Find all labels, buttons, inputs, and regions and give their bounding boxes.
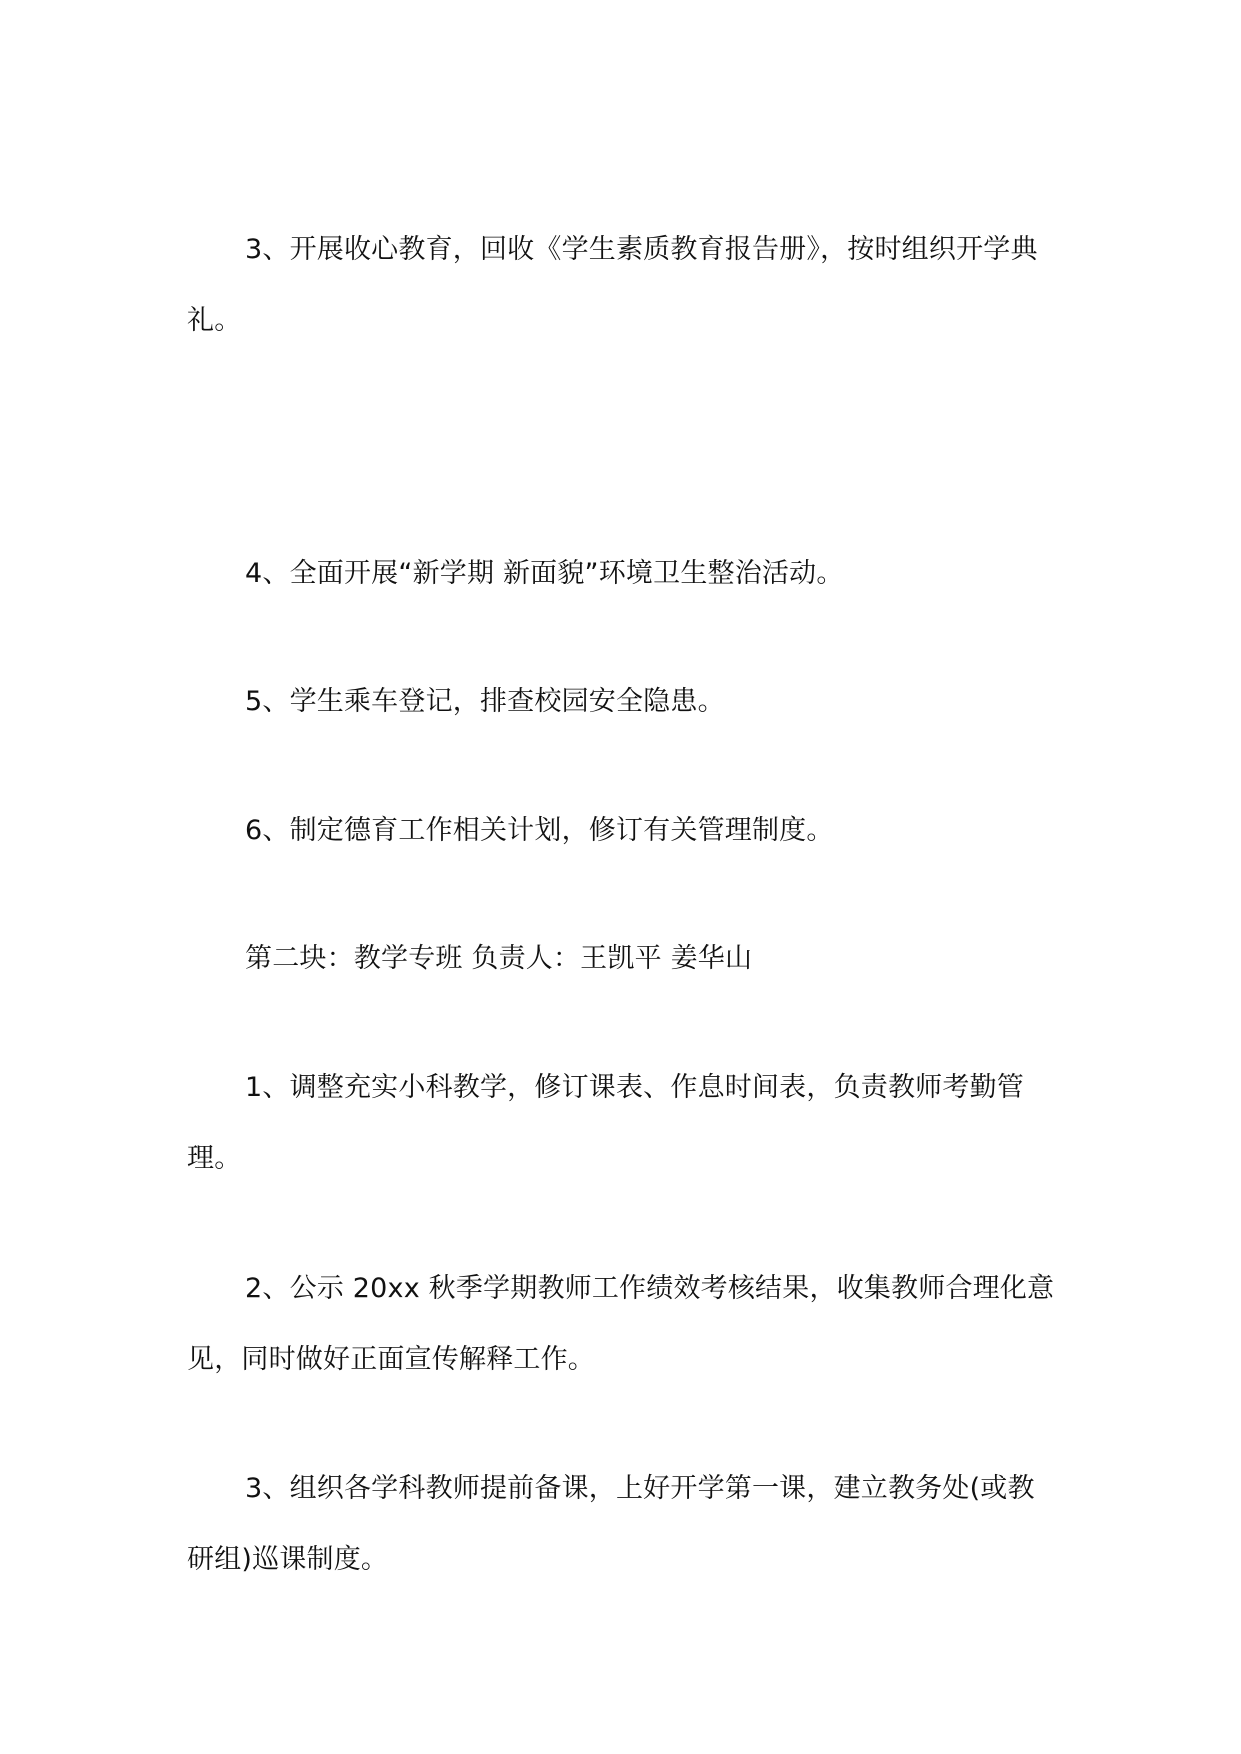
paragraph-sanitation-campaign: 4、全面开展“新学期 新面貌”环境卫生整治活动。: [245, 558, 844, 589]
paragraph-performance-results: 2、公示 20xx 秋季学期教师工作绩效考核结果，收集教师合理化意见，同时做好正面宣传解释工作。: [187, 1273, 1055, 1375]
paragraph-lesson-prep: 3、组织各学科教师提前备课，上好开学第一课，建立教务处(或教研组)巡课制度。: [187, 1473, 1035, 1575]
paragraph-safety-check: 5、学生乘车登记，排查校园安全隐患。: [245, 686, 725, 717]
paragraph-schedule: 1、调整充实小科教学，修订课表、作息时间表，负责教师考勤管理。: [187, 1072, 1024, 1174]
paragraph-opening-ceremony: 3、开展收心教育，回收《学生素质教育报告册》，按时组织开学典礼。: [187, 234, 1038, 336]
paragraph-moral-plan: 6、制定德育工作相关计划，修订有关管理制度。: [245, 815, 834, 846]
section-heading-teaching: 第二块：教学专班 负责人：王凯平 姜华山: [245, 943, 753, 974]
